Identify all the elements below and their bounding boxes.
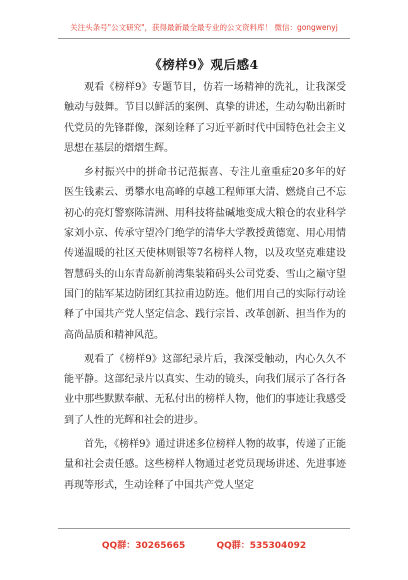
- paragraph: 观看了《榜样9》这部纪录片后，我深受触动，内心久久不能平静。这部纪录片以真实、生动的镜头，向我们展示了各行各业中那些默默奉献、无私付出的榜样人物，他们的事迹让我感受到了人性的光辉和社会的进步。: [64, 353, 346, 426]
- footer-qq-right: QQ群：535304092: [216, 541, 307, 551]
- footer-qq-left: QQ群：30265665: [101, 541, 186, 551]
- header-note: 关注头条号"公文研究"，获得最新最全最专业的公文资料库！ 微信：gongwenyj: [70, 23, 338, 32]
- paragraph: 首先，《榜样9》通过讲述多位榜样人物的故事，传递了正能量和社会责任感。这些榜样人物通过老党员现场讲述、先进事迹再现等形式，生动诠释了中国共产党人坚定: [64, 439, 346, 491]
- document-title: 《榜样9》观后感4: [149, 57, 259, 72]
- footer: [0, 538, 408, 551]
- paragraph: 乡村振兴中的拼命书记范振喜、专注儿童重症20多年的好医生钱素云、勇攀水电高峰的卓越工程师軍大清、燃烧自己不忘初心的亮灯警察陈清洲、用科技将盐碱地变成大粮仓的农业科学家刘小京、传承守望冷门绝学的清华大学教授黄德宽、用心用情传递温暖的社区天使林则银等7名榜样人物，以及攻坚克难建设智慧码头的山东青岛新前湾集装箱码头公司党委、雪山之巅守望国门的陆军某边防团红其拉甫边防连。他们用自己的实际行动诠释了中国共产党人坚定信念、践行宗旨、改革创新、担当作为的高尚品质和精神风范。: [64, 167, 346, 341]
- document-body: [64, 78, 346, 500]
- footer-divider: [58, 528, 350, 529]
- paragraph: 观看《榜样9》专题节目，仿若一场精神的洗礼，让我深受触动与鼓舞。节目以鲜活的案例、真挚的讲述，生动勾勒出新时代党员的先锋群像，深刻诠释了习近平新时代中国特色社会主义思想在基层的熠熠生辉。: [64, 82, 346, 154]
- header-divider: [58, 38, 350, 39]
